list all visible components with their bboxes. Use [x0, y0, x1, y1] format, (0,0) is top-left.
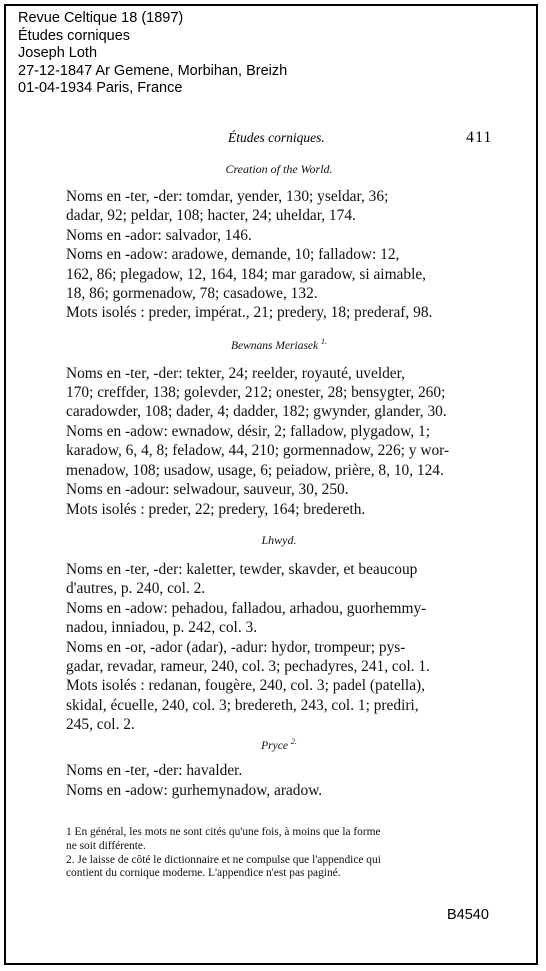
text-line: 18, 86; gormenadow, 78; casadowe, 132. — [66, 285, 318, 303]
text-line: skidal, écuelle, 240, col. 3; bredereth, 243, col. 1; prediri, — [66, 696, 419, 714]
section-text — [66, 560, 492, 735]
footnote-ref: 1. — [321, 336, 328, 346]
text-line: Noms en -adow: pehadou, falladou, arhadou, guorhemmy- — [66, 599, 427, 617]
footnotes — [66, 826, 494, 881]
document-header — [18, 10, 287, 98]
header-line: 01-04-1934 Paris, France — [18, 80, 183, 96]
text-line: Mots isolés : redanan, fougère, 240, col. 3; padel (patella), — [66, 677, 426, 695]
text-line: Noms en -ter, -der: havalder. — [66, 762, 243, 780]
header-line: Joseph Loth — [18, 45, 98, 61]
text-line: dadar, 92; peldar, 108; hacter, 24; uheldar, 174. — [66, 207, 356, 225]
text-line: Noms en -adow: gurhemynadow, aradow. — [66, 781, 323, 799]
text-line: 170; creffder, 138; golevder, 212; onester, 28; bensygter, 260; — [66, 384, 446, 402]
document-code: B4540 — [447, 907, 489, 923]
section-text — [66, 761, 492, 800]
section-heading — [66, 337, 492, 352]
text-line: Noms en -adow: aradowe, demande, 10; falladow: 12, — [66, 246, 400, 264]
page-number: 411 — [466, 129, 493, 146]
text-line: Noms en -ter, -der: tomdar, yender, 130; yseldar, 36; — [66, 188, 389, 205]
text-line: Mots isolés : preder, 22; predery, 164; bredereth. — [66, 500, 366, 518]
text-line: Noms en -ador: salvador, 146. — [66, 226, 252, 244]
text-line: Noms en -ter, -der: tekter, 24; reelder, royauté, uvelder, — [66, 364, 405, 382]
text-line: Mots isolés : preder, impérat., 21; predery, 18; prederaf, 98. — [66, 304, 433, 322]
footnote-line: 1 En général, les mots ne sont cités qu'une fois, à moins que la forme — [66, 826, 381, 838]
text-line: Noms en -or, -ador (adar), -adur: hydor, trompeur; pys- — [66, 638, 406, 656]
text-line: 245, col. 2. — [66, 716, 135, 734]
text-line: caradowder, 108; dader, 4; dadder, 182; gwynder, glander, 30. — [66, 403, 447, 421]
text-line: gadar, revadar, rameur, 240, col. 3; pechadyres, 241, col. 1. — [66, 657, 430, 675]
section-heading — [66, 737, 492, 752]
running-title: Études corniques. — [228, 130, 325, 145]
text-line: Noms en -ter, -der: kaletter, tewder, skavder, et beaucoup — [66, 560, 418, 578]
section-text — [66, 187, 492, 323]
page-body — [66, 160, 492, 800]
text-line: nadou, inniadou, p. 242, col. 3. — [66, 619, 258, 637]
footnote-ref: 2. — [290, 736, 297, 746]
footnote-line: 2. Je laisse de côté le dictionnaire et ne compulse que l'appendice qui — [66, 853, 381, 866]
header-line: Revue Celtique 18 (1897) — [18, 10, 184, 26]
text-line: menadow, 108; usadow, usage, 6; peiadow, prière, 8, 10, 124. — [66, 461, 444, 479]
header-line: 27-12-1847 Ar Gemene, Morbihan, Breizh — [18, 62, 288, 79]
footnote-line: ne soit différente. — [66, 839, 146, 852]
text-line: d'autres, p. 240, col. 2. — [66, 580, 206, 598]
section-text — [66, 364, 492, 519]
text-line: Noms en -adour: selwadour, sauveur, 30, 250. — [66, 481, 349, 499]
footnote-line: contient du cornique moderne. L'appendice n'est pas paginé. — [66, 867, 341, 880]
section-heading-text: Bewnans Meriasek — [230, 339, 319, 352]
text-line: karadow, 6, 4, 8; feladow, 44, 210; gormennadow, 226; y wor- — [66, 442, 450, 460]
section-heading-text: Pryce — [261, 739, 288, 752]
text-line: Noms en -adow: ewnadow, désir, 2; falladow, plygadow, 1; — [66, 422, 430, 440]
section-heading: Lhwyd. — [261, 532, 297, 547]
header-line: Études corniques — [18, 27, 131, 44]
section-heading: Creation of the World. — [225, 162, 333, 176]
text-line: 162, 86; plegadow, 12, 164, 184; mar garadow, si aimable, — [66, 265, 427, 283]
